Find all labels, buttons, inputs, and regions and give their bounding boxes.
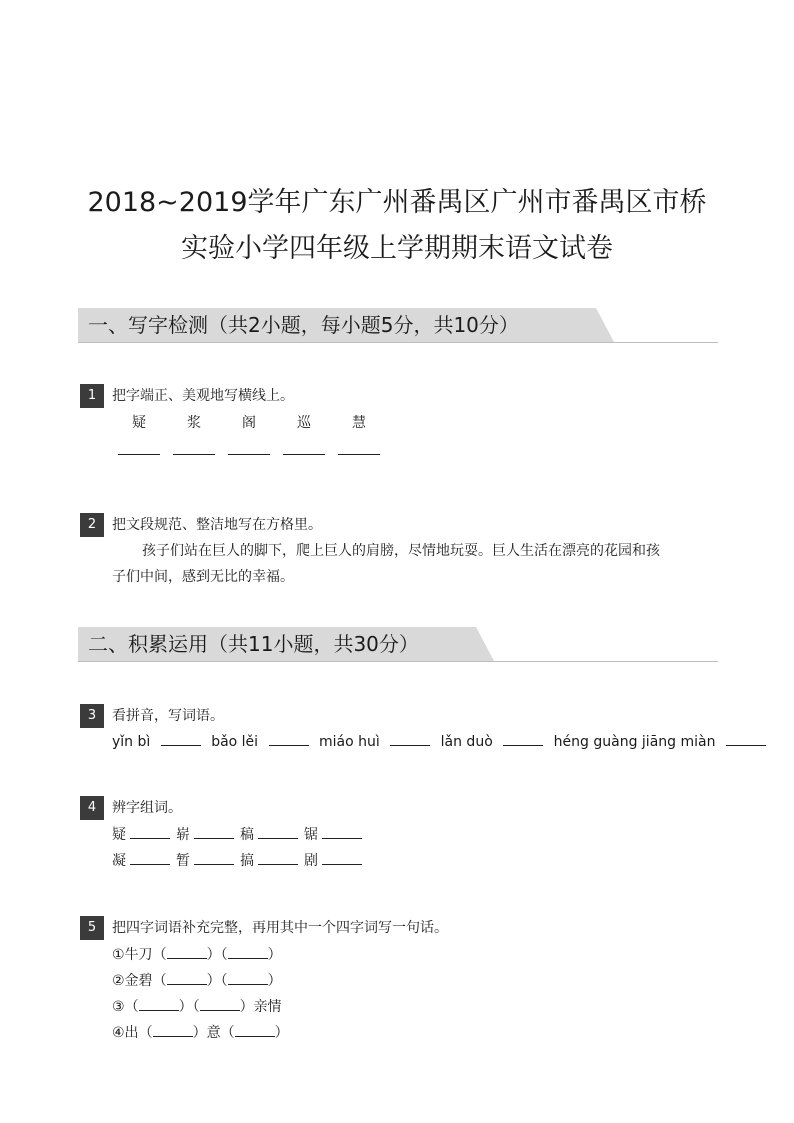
- paren-open: （: [192, 999, 200, 1015]
- answer-blank[interactable]: [258, 824, 298, 839]
- answer-blank[interactable]: [153, 1022, 193, 1037]
- question-number-4: 4: [80, 796, 104, 820]
- section-underline: [78, 342, 718, 343]
- paren-close: ）: [178, 999, 193, 1015]
- q1-char: 慧: [352, 415, 366, 431]
- question-text-2: 把文段规范、整洁地写在方格里。: [112, 517, 322, 533]
- answer-blank[interactable]: [338, 454, 380, 455]
- section-underline: [78, 661, 718, 662]
- paren-open: （: [152, 947, 167, 963]
- answer-blank[interactable]: [503, 731, 543, 746]
- answer-blank[interactable]: [228, 970, 268, 985]
- paren-close: ）: [239, 999, 254, 1015]
- answer-blank[interactable]: [726, 731, 766, 746]
- paren-open: （: [220, 1025, 235, 1041]
- answer-blank[interactable]: [118, 454, 160, 455]
- question-text-1: 把字端正、美观地写横线上。: [112, 388, 294, 404]
- question-number-2: 2: [80, 513, 104, 537]
- title-line-2: 实验小学四年级上学期期末语文试卷: [181, 233, 613, 264]
- answer-blank[interactable]: [228, 454, 270, 455]
- q4-char: 剧: [304, 853, 318, 869]
- title-line-1: 2018~2019学年广东广州番禺区广州市番禺区市桥: [87, 187, 707, 218]
- answer-blank[interactable]: [173, 454, 215, 455]
- section-title-1: 一、写字检测（共2小题，每小题5分，共10分）: [88, 313, 519, 337]
- pinyin: yǐn bì: [112, 734, 151, 750]
- section-title-2: 二、积累运用（共11小题，共30分）: [88, 632, 419, 656]
- q5-mid: 意: [206, 1025, 221, 1041]
- q5-item-4: [112, 1022, 289, 1043]
- question-number-1: 1: [80, 384, 104, 408]
- answer-blank[interactable]: [258, 850, 298, 865]
- pinyin: lǎn duò: [440, 734, 493, 750]
- q1-char: 疑: [132, 415, 146, 431]
- q1-char: 浆: [187, 415, 201, 431]
- paren-open: （: [220, 947, 228, 963]
- paren-close: ）: [274, 1025, 289, 1041]
- q1-char: 阁: [242, 415, 256, 431]
- q5-prefix: ④出: [112, 1025, 139, 1041]
- q5-item-3: [112, 996, 282, 1017]
- q4-char: 疑: [112, 827, 126, 843]
- q4-char: 稿: [240, 827, 254, 843]
- q5-item-1: [112, 944, 282, 965]
- answer-blank[interactable]: [161, 731, 201, 746]
- paren-close: ）: [206, 973, 221, 989]
- answer-blank[interactable]: [167, 944, 207, 959]
- answer-blank[interactable]: [228, 944, 268, 959]
- q2-paragraph-line-2: 子们中间，感到无比的幸福。: [112, 569, 294, 585]
- answer-blank[interactable]: [283, 454, 325, 455]
- section-header-2: [78, 627, 718, 667]
- answer-blank[interactable]: [130, 850, 170, 865]
- answer-blank[interactable]: [194, 850, 234, 865]
- paren-open: （: [220, 973, 228, 989]
- answer-blank[interactable]: [235, 1022, 275, 1037]
- answer-blank[interactable]: [269, 731, 309, 746]
- answer-blank[interactable]: [322, 824, 362, 839]
- answer-blank[interactable]: [194, 824, 234, 839]
- answer-blank[interactable]: [130, 824, 170, 839]
- q4-row-1: [112, 824, 362, 845]
- q4-row-2: [112, 850, 362, 871]
- q5-prefix: ①牛刀: [112, 947, 153, 963]
- paren-open: （: [124, 999, 139, 1015]
- q2-paragraph-line-1: 孩子们站在巨人的脚下，爬上巨人的肩膀，尽情地玩耍。巨人生活在漂亮的花园和孩: [142, 543, 660, 559]
- page-title: [60, 180, 734, 272]
- q4-char: 暂: [176, 853, 190, 869]
- paren-close: ）: [192, 1025, 207, 1041]
- section-header-1: [78, 308, 718, 348]
- q5-prefix: ③: [112, 999, 125, 1015]
- paren-open: （: [138, 1025, 153, 1041]
- q5-item-2: [112, 970, 282, 991]
- q4-char: 崭: [176, 827, 190, 843]
- pinyin: bǎo lěi: [211, 734, 259, 750]
- q1-char: 巡: [297, 415, 311, 431]
- q5-suffix: 亲情: [253, 999, 282, 1015]
- question-text-5: 把四字词语补充完整，再用其中一个四字词写一句话。: [112, 920, 448, 936]
- answer-blank[interactable]: [390, 731, 430, 746]
- paren-close: ）: [267, 973, 282, 989]
- q4-char: 搞: [240, 853, 254, 869]
- paren-close: ）: [206, 947, 221, 963]
- q3-pinyin-row: [112, 731, 766, 752]
- question-number-5: 5: [80, 916, 104, 940]
- pinyin: miáo huì: [318, 734, 380, 750]
- answer-blank[interactable]: [167, 970, 207, 985]
- question-text-4: 辨字组词。: [112, 800, 182, 816]
- paren-open: （: [152, 973, 167, 989]
- q5-prefix: ②金碧: [112, 973, 153, 989]
- q4-char: 锯: [304, 827, 318, 843]
- answer-blank[interactable]: [139, 996, 179, 1011]
- q4-char: 凝: [112, 853, 126, 869]
- pinyin: héng guàng jiāng miàn: [553, 734, 716, 750]
- question-text-3: 看拼音，写词语。: [112, 708, 224, 724]
- question-number-3: 3: [80, 704, 104, 728]
- answer-blank[interactable]: [322, 850, 362, 865]
- paren-close: ）: [267, 947, 282, 963]
- answer-blank[interactable]: [200, 996, 240, 1011]
